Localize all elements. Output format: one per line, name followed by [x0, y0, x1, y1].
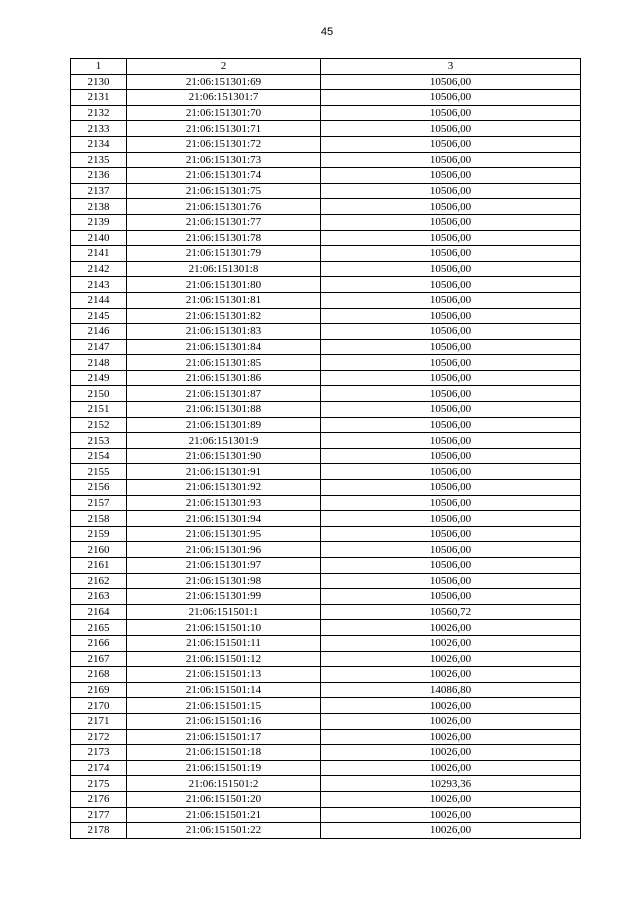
- cadastral-number-cell: 21:06:151301:82: [127, 308, 321, 324]
- value-cell: 10026,00: [321, 745, 581, 761]
- cadastral-number-cell: 21:06:151501:10: [127, 620, 321, 636]
- cadastral-number-cell: 21:06:151501:2: [127, 776, 321, 792]
- row-number-cell: 2169: [71, 682, 127, 698]
- row-number-cell: 2146: [71, 324, 127, 340]
- table-row: [71, 526, 581, 542]
- value-cell: 10026,00: [321, 807, 581, 823]
- value-cell: 10026,00: [321, 823, 581, 839]
- value-cell: 10506,00: [321, 464, 581, 480]
- cadastral-number-cell: 21:06:151301:7: [127, 90, 321, 106]
- cadastral-number-cell: 21:06:151301:77: [127, 214, 321, 230]
- table-row: [71, 324, 581, 340]
- table-row: [71, 464, 581, 480]
- value-cell: 10026,00: [321, 760, 581, 776]
- row-number-cell: 2178: [71, 823, 127, 839]
- cadastral-number-cell: 21:06:151301:95: [127, 526, 321, 542]
- value-cell: 10026,00: [321, 651, 581, 667]
- table-row: [71, 604, 581, 620]
- cadastral-number-cell: 21:06:151501:19: [127, 760, 321, 776]
- table-row: [71, 635, 581, 651]
- page-number: 45: [320, 26, 334, 38]
- table-row: [71, 745, 581, 761]
- table-row: [71, 682, 581, 698]
- value-cell: 14086,80: [321, 682, 581, 698]
- table-row: [71, 729, 581, 745]
- value-cell: 10506,00: [321, 386, 581, 402]
- cadastral-number-cell: 21:06:151301:90: [127, 448, 321, 464]
- row-number-cell: 2167: [71, 651, 127, 667]
- row-number-cell: 2163: [71, 589, 127, 605]
- table-row: [71, 168, 581, 184]
- row-number-cell: 2140: [71, 230, 127, 246]
- cadastral-number-cell: 21:06:151301:78: [127, 230, 321, 246]
- row-number-cell: 2145: [71, 308, 127, 324]
- value-cell: 10506,00: [321, 277, 581, 293]
- cadastral-number-cell: 21:06:151301:9: [127, 433, 321, 449]
- value-cell: 10293,36: [321, 776, 581, 792]
- cadastral-number-cell: 21:06:151301:96: [127, 542, 321, 558]
- cadastral-number-cell: 21:06:151301:88: [127, 402, 321, 418]
- row-number-cell: 2157: [71, 495, 127, 511]
- cadastral-number-cell: 21:06:151301:80: [127, 277, 321, 293]
- row-number-cell: 2172: [71, 729, 127, 745]
- row-number-cell: 2136: [71, 168, 127, 184]
- value-cell: 10506,00: [321, 136, 581, 152]
- header-cell-3: 3: [321, 59, 581, 75]
- table-row: [71, 74, 581, 90]
- cadastral-number-cell: 21:06:151301:81: [127, 292, 321, 308]
- value-cell: 10506,00: [321, 370, 581, 386]
- value-cell: 10506,00: [321, 105, 581, 121]
- table-row: [71, 776, 581, 792]
- value-cell: 10506,00: [321, 355, 581, 371]
- table-row: [71, 620, 581, 636]
- value-cell: 10506,00: [321, 417, 581, 433]
- table-row: [71, 308, 581, 324]
- table-row: [71, 386, 581, 402]
- row-number-cell: 2150: [71, 386, 127, 402]
- cadastral-number-cell: 21:06:151501:1: [127, 604, 321, 620]
- row-number-cell: 2173: [71, 745, 127, 761]
- row-number-cell: 2134: [71, 136, 127, 152]
- row-number-cell: 2168: [71, 667, 127, 683]
- row-number-cell: 2166: [71, 635, 127, 651]
- table-row: [71, 433, 581, 449]
- table-row: [71, 698, 581, 714]
- value-cell: 10506,00: [321, 542, 581, 558]
- cadastral-number-cell: 21:06:151301:83: [127, 324, 321, 340]
- table-row: [71, 713, 581, 729]
- value-cell: 10026,00: [321, 620, 581, 636]
- cadastral-number-cell: 21:06:151501:13: [127, 667, 321, 683]
- cadastral-number-cell: 21:06:151301:70: [127, 105, 321, 121]
- value-cell: 10506,00: [321, 495, 581, 511]
- row-number-cell: 2164: [71, 604, 127, 620]
- header-cell-1: 1: [71, 59, 127, 75]
- cadastral-number-cell: 21:06:151501:12: [127, 651, 321, 667]
- row-number-cell: 2165: [71, 620, 127, 636]
- row-number-cell: 2131: [71, 90, 127, 106]
- row-number-cell: 2130: [71, 74, 127, 90]
- row-number-cell: 2135: [71, 152, 127, 168]
- cadastral-number-cell: 21:06:151301:69: [127, 74, 321, 90]
- row-number-cell: 2177: [71, 807, 127, 823]
- table-row: [71, 121, 581, 137]
- table-row: [71, 651, 581, 667]
- cadastral-number-cell: 21:06:151301:93: [127, 495, 321, 511]
- row-number-cell: 2171: [71, 713, 127, 729]
- table-row: [71, 448, 581, 464]
- cadastral-number-cell: 21:06:151301:74: [127, 168, 321, 184]
- value-cell: 10560,72: [321, 604, 581, 620]
- value-cell: 10506,00: [321, 433, 581, 449]
- cadastral-number-cell: 21:06:151501:11: [127, 635, 321, 651]
- value-cell: 10506,00: [321, 448, 581, 464]
- value-cell: 10506,00: [321, 339, 581, 355]
- cadastral-number-cell: 21:06:151501:21: [127, 807, 321, 823]
- cadastral-number-cell: 21:06:151301:84: [127, 339, 321, 355]
- table-row: [71, 246, 581, 262]
- table-row: [71, 199, 581, 215]
- cadastral-number-cell: 21:06:151301:92: [127, 480, 321, 496]
- cadastral-number-cell: 21:06:151301:89: [127, 417, 321, 433]
- value-cell: 10506,00: [321, 214, 581, 230]
- row-number-cell: 2132: [71, 105, 127, 121]
- cadastral-number-cell: 21:06:151301:87: [127, 386, 321, 402]
- table-row: [71, 136, 581, 152]
- value-cell: 10026,00: [321, 713, 581, 729]
- cadastral-number-cell: 21:06:151501:16: [127, 713, 321, 729]
- cadastral-number-cell: 21:06:151301:97: [127, 558, 321, 574]
- row-number-cell: 2148: [71, 355, 127, 371]
- cadastral-number-cell: 21:06:151301:86: [127, 370, 321, 386]
- table-row: [71, 791, 581, 807]
- value-cell: 10026,00: [321, 635, 581, 651]
- cadastral-number-cell: 21:06:151301:91: [127, 464, 321, 480]
- value-cell: 10506,00: [321, 526, 581, 542]
- cadastral-number-cell: 21:06:151301:79: [127, 246, 321, 262]
- table-header: [71, 59, 581, 75]
- value-cell: 10506,00: [321, 402, 581, 418]
- table-row: [71, 105, 581, 121]
- table-row: [71, 417, 581, 433]
- row-number-cell: 2153: [71, 433, 127, 449]
- row-number-cell: 2154: [71, 448, 127, 464]
- table-row: [71, 214, 581, 230]
- value-cell: 10506,00: [321, 199, 581, 215]
- cadastral-number-cell: 21:06:151301:76: [127, 199, 321, 215]
- row-number-cell: 2143: [71, 277, 127, 293]
- table-row: [71, 402, 581, 418]
- table-row: [71, 511, 581, 527]
- table-row: [71, 230, 581, 246]
- table-row: [71, 760, 581, 776]
- table-row: [71, 542, 581, 558]
- row-number-cell: 2160: [71, 542, 127, 558]
- row-number-cell: 2152: [71, 417, 127, 433]
- table-row: [71, 292, 581, 308]
- row-number-cell: 2161: [71, 558, 127, 574]
- cadastral-number-cell: 21:06:151301:73: [127, 152, 321, 168]
- table-row: [71, 495, 581, 511]
- table-row: [71, 355, 581, 371]
- cadastral-number-cell: 21:06:151301:99: [127, 589, 321, 605]
- cadastral-number-cell: 21:06:151301:72: [127, 136, 321, 152]
- cadastral-number-cell: 21:06:151501:14: [127, 682, 321, 698]
- value-cell: 10506,00: [321, 308, 581, 324]
- cadastral-number-cell: 21:06:151301:98: [127, 573, 321, 589]
- row-number-cell: 2158: [71, 511, 127, 527]
- value-cell: 10506,00: [321, 292, 581, 308]
- table-row: [71, 823, 581, 839]
- value-cell: 10506,00: [321, 589, 581, 605]
- value-cell: 10506,00: [321, 168, 581, 184]
- row-number-cell: 2159: [71, 526, 127, 542]
- table-row: [71, 370, 581, 386]
- value-cell: 10026,00: [321, 729, 581, 745]
- value-cell: 10506,00: [321, 558, 581, 574]
- cadastral-number-cell: 21:06:151501:15: [127, 698, 321, 714]
- cadastral-number-cell: 21:06:151501:18: [127, 745, 321, 761]
- value-cell: 10506,00: [321, 74, 581, 90]
- table-row: [71, 480, 581, 496]
- value-cell: 10026,00: [321, 667, 581, 683]
- value-cell: 10506,00: [321, 261, 581, 277]
- row-number-cell: 2156: [71, 480, 127, 496]
- cadastral-number-cell: 21:06:151301:85: [127, 355, 321, 371]
- value-cell: 10026,00: [321, 791, 581, 807]
- table-row: [71, 152, 581, 168]
- row-number-cell: 2162: [71, 573, 127, 589]
- value-cell: 10506,00: [321, 230, 581, 246]
- row-number-cell: 2176: [71, 791, 127, 807]
- row-number-cell: 2151: [71, 402, 127, 418]
- header-row: [71, 59, 581, 75]
- table-row: [71, 589, 581, 605]
- row-number-cell: 2137: [71, 183, 127, 199]
- value-cell: 10506,00: [321, 152, 581, 168]
- table-row: [71, 558, 581, 574]
- table-row: [71, 667, 581, 683]
- table-row: [71, 573, 581, 589]
- table-row: [71, 183, 581, 199]
- row-number-cell: 2149: [71, 370, 127, 386]
- cadastral-number-cell: 21:06:151301:8: [127, 261, 321, 277]
- registry-table: [70, 58, 581, 839]
- row-number-cell: 2170: [71, 698, 127, 714]
- row-number-cell: 2174: [71, 760, 127, 776]
- row-number-cell: 2144: [71, 292, 127, 308]
- row-number-cell: 2141: [71, 246, 127, 262]
- table-row: [71, 277, 581, 293]
- cadastral-number-cell: 21:06:151501:22: [127, 823, 321, 839]
- table-row: [71, 90, 581, 106]
- value-cell: 10506,00: [321, 480, 581, 496]
- cadastral-number-cell: 21:06:151301:71: [127, 121, 321, 137]
- row-number-cell: 2142: [71, 261, 127, 277]
- table-row: [71, 339, 581, 355]
- value-cell: 10506,00: [321, 324, 581, 340]
- cadastral-number-cell: 21:06:151501:20: [127, 791, 321, 807]
- header-cell-2: 2: [127, 59, 321, 75]
- cadastral-number-cell: 21:06:151501:17: [127, 729, 321, 745]
- table-body: [71, 74, 581, 838]
- cadastral-number-cell: 21:06:151301:94: [127, 511, 321, 527]
- value-cell: 10506,00: [321, 511, 581, 527]
- row-number-cell: 2155: [71, 464, 127, 480]
- row-number-cell: 2138: [71, 199, 127, 215]
- row-number-cell: 2175: [71, 776, 127, 792]
- table-row: [71, 807, 581, 823]
- table-row: [71, 261, 581, 277]
- value-cell: 10506,00: [321, 573, 581, 589]
- value-cell: 10506,00: [321, 183, 581, 199]
- row-number-cell: 2139: [71, 214, 127, 230]
- row-number-cell: 2147: [71, 339, 127, 355]
- value-cell: 10506,00: [321, 246, 581, 262]
- cadastral-number-cell: 21:06:151301:75: [127, 183, 321, 199]
- value-cell: 10506,00: [321, 90, 581, 106]
- value-cell: 10506,00: [321, 121, 581, 137]
- value-cell: 10026,00: [321, 698, 581, 714]
- row-number-cell: 2133: [71, 121, 127, 137]
